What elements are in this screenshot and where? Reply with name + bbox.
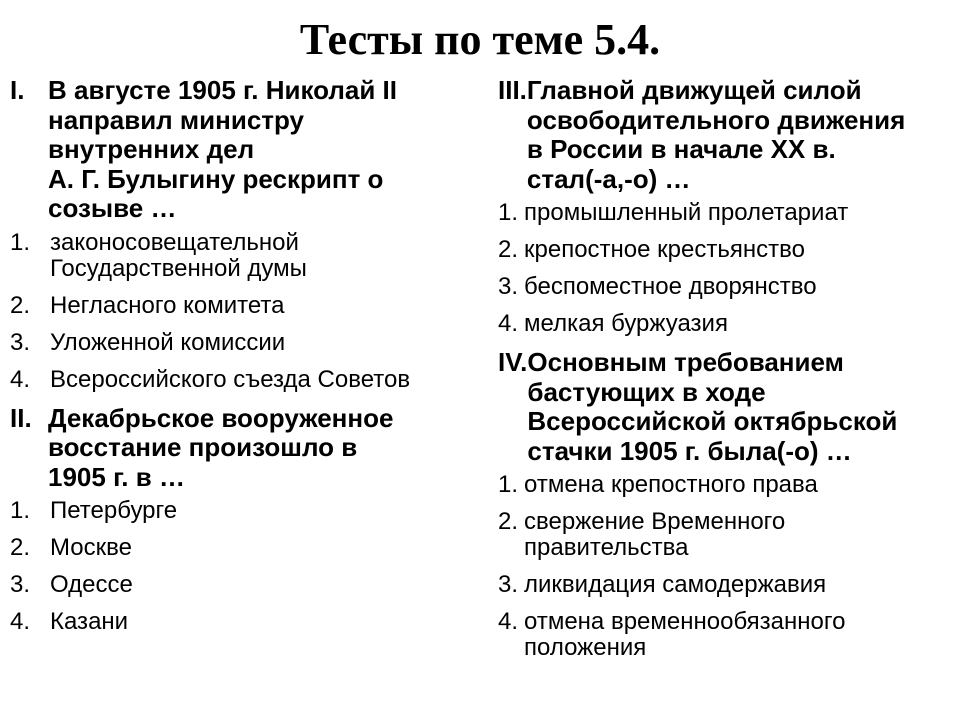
answer-option[interactable]: [498, 572, 953, 598]
answer-option[interactable]: [498, 609, 953, 661]
answer-text: отмена крепостного права: [524, 471, 818, 498]
answer-text: Уложенной комиссии: [50, 328, 286, 356]
question-number: III.: [498, 75, 527, 105]
answer-option[interactable]: [498, 237, 953, 263]
question-line: 1905 г. в …: [48, 461, 185, 492]
answer-option[interactable]: [498, 200, 953, 226]
question-line: В августе 1905 г. Николай II: [48, 75, 397, 105]
answer-number: 1.: [498, 199, 519, 226]
question-line: Всероссийской октябрьской: [527, 406, 898, 436]
answer-option[interactable]: [498, 274, 953, 300]
answer-number: 2.: [498, 236, 519, 263]
question-text: [527, 348, 953, 466]
answer-option[interactable]: [10, 230, 480, 282]
answer-number: 4.: [10, 365, 31, 393]
question-line: в России в начале ХХ в.: [526, 134, 836, 164]
answer-number: 2.: [10, 534, 31, 561]
left-column: [10, 76, 480, 646]
answer-text: свержение Временного правительства: [524, 508, 786, 561]
question-number: II.: [10, 402, 32, 433]
answer-text: Одессе: [50, 571, 133, 598]
answer-option[interactable]: [10, 498, 480, 524]
answer-option[interactable]: [10, 535, 480, 561]
answer-option[interactable]: [498, 509, 953, 561]
question-line: Основным требованием: [527, 347, 844, 377]
question-line: восстание произошло в: [48, 432, 358, 462]
answer-number: 1.: [10, 497, 31, 524]
question-line: стал(-а,-о) …: [526, 163, 691, 194]
answer-option[interactable]: [10, 367, 480, 393]
answer-text: крепостное крестьянство: [524, 236, 805, 263]
answer-option[interactable]: [498, 311, 953, 337]
answer-option[interactable]: [10, 330, 480, 356]
answer-number: 1.: [498, 471, 519, 498]
answer-number: 3.: [498, 273, 519, 300]
answer-text: Петербурге: [50, 497, 178, 524]
answer-option[interactable]: [10, 609, 480, 635]
question-1: [10, 76, 480, 224]
question-line: А. Г. Булыгину рескрипт о: [48, 163, 384, 194]
question-line: бастующих в ходе: [527, 376, 766, 407]
question-number: IV.: [498, 347, 528, 377]
answer-option[interactable]: [10, 293, 480, 319]
question-line: Главной движущей силой: [526, 75, 862, 105]
question-line: Декабрьское вооруженное: [48, 402, 394, 433]
question-text: [48, 404, 480, 493]
answer-text: отмена временнообязанного положения: [524, 608, 846, 661]
answer-text: законосовещательной Государственной думы: [50, 228, 307, 282]
question-line: созыве …: [48, 193, 177, 223]
answer-option[interactable]: [498, 472, 953, 498]
answer-text: Негласного комитета: [50, 291, 285, 319]
question-2: [10, 404, 480, 493]
question-4: [498, 348, 953, 466]
question-text: [527, 76, 953, 194]
answer-number: 4.: [10, 608, 31, 635]
answer-number: 1.: [10, 228, 31, 256]
question-line: освободительного движения: [526, 104, 906, 135]
answer-number: 4.: [498, 608, 519, 635]
answer-option[interactable]: [10, 572, 480, 598]
question-3: [498, 76, 953, 194]
answer-number: 3.: [10, 571, 31, 598]
answer-text: Казани: [50, 608, 129, 635]
answer-number: 4.: [498, 310, 519, 337]
question-line: внутренних дел: [48, 134, 255, 164]
answer-text: мелкая буржуазия: [524, 310, 728, 337]
right-column: [498, 76, 953, 672]
answer-text: беспоместное дворянство: [524, 273, 817, 300]
answer-number: 3.: [498, 571, 519, 598]
answer-number: 2.: [498, 508, 519, 535]
page-title: Тесты по теме 5.4.: [299, 15, 661, 64]
answer-text: промышленный пролетариат: [524, 199, 849, 226]
answer-text: ликвидация самодержавия: [524, 571, 827, 598]
answer-number: 2.: [10, 291, 31, 319]
question-number: I.: [10, 75, 25, 105]
answer-text: Всероссийского съезда Советов: [50, 365, 411, 393]
question-line: стачки 1905 г. была(-о) …: [527, 435, 852, 466]
answer-number: 3.: [10, 328, 31, 356]
question-line: направил министру: [48, 104, 305, 135]
question-text: [48, 76, 480, 224]
answer-text: Москве: [50, 534, 132, 561]
